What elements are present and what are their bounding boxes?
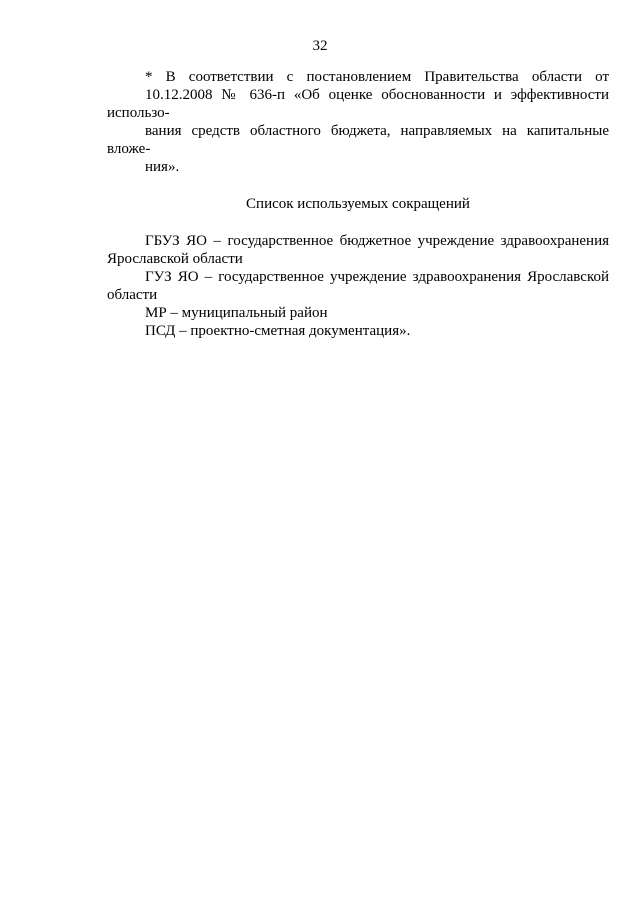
abbreviation-item-guz: [107, 268, 609, 304]
abbreviation-line: ГУЗ ЯО – государственное учреждение здравоохранения Ярославской: [145, 269, 609, 285]
page-content: [107, 68, 609, 340]
footnote-line: ния».: [145, 159, 180, 175]
abbreviations-title: Список используемых сокращений: [246, 196, 470, 212]
abbreviation-line: Ярославской области: [107, 251, 243, 267]
abbreviation-item-mr: [107, 304, 609, 322]
abbreviation-item-psd: [107, 322, 609, 340]
page-number: 32: [312, 38, 328, 54]
abbreviation-item-gbuz: [107, 232, 609, 268]
abbreviation-line: области: [107, 287, 158, 303]
footnote-paragraph: [107, 68, 609, 176]
footnote-line: 10.12.2008 № 636-п «Об оценке обоснованности и эффективности использо-: [107, 87, 609, 121]
abbreviation-line: МР – муниципальный район: [145, 305, 328, 321]
footnote-line: * В соответствии с постановлением Правительства области от: [145, 69, 609, 85]
footnote-line: вания средств областного бюджета, направляемых на капитальные вложе-: [107, 123, 609, 157]
abbreviation-line: ГБУЗ ЯО – государственное бюджетное учреждение здравоохранения: [145, 233, 609, 249]
abbreviation-line: ПСД – проектно-сметная документация».: [145, 323, 411, 339]
